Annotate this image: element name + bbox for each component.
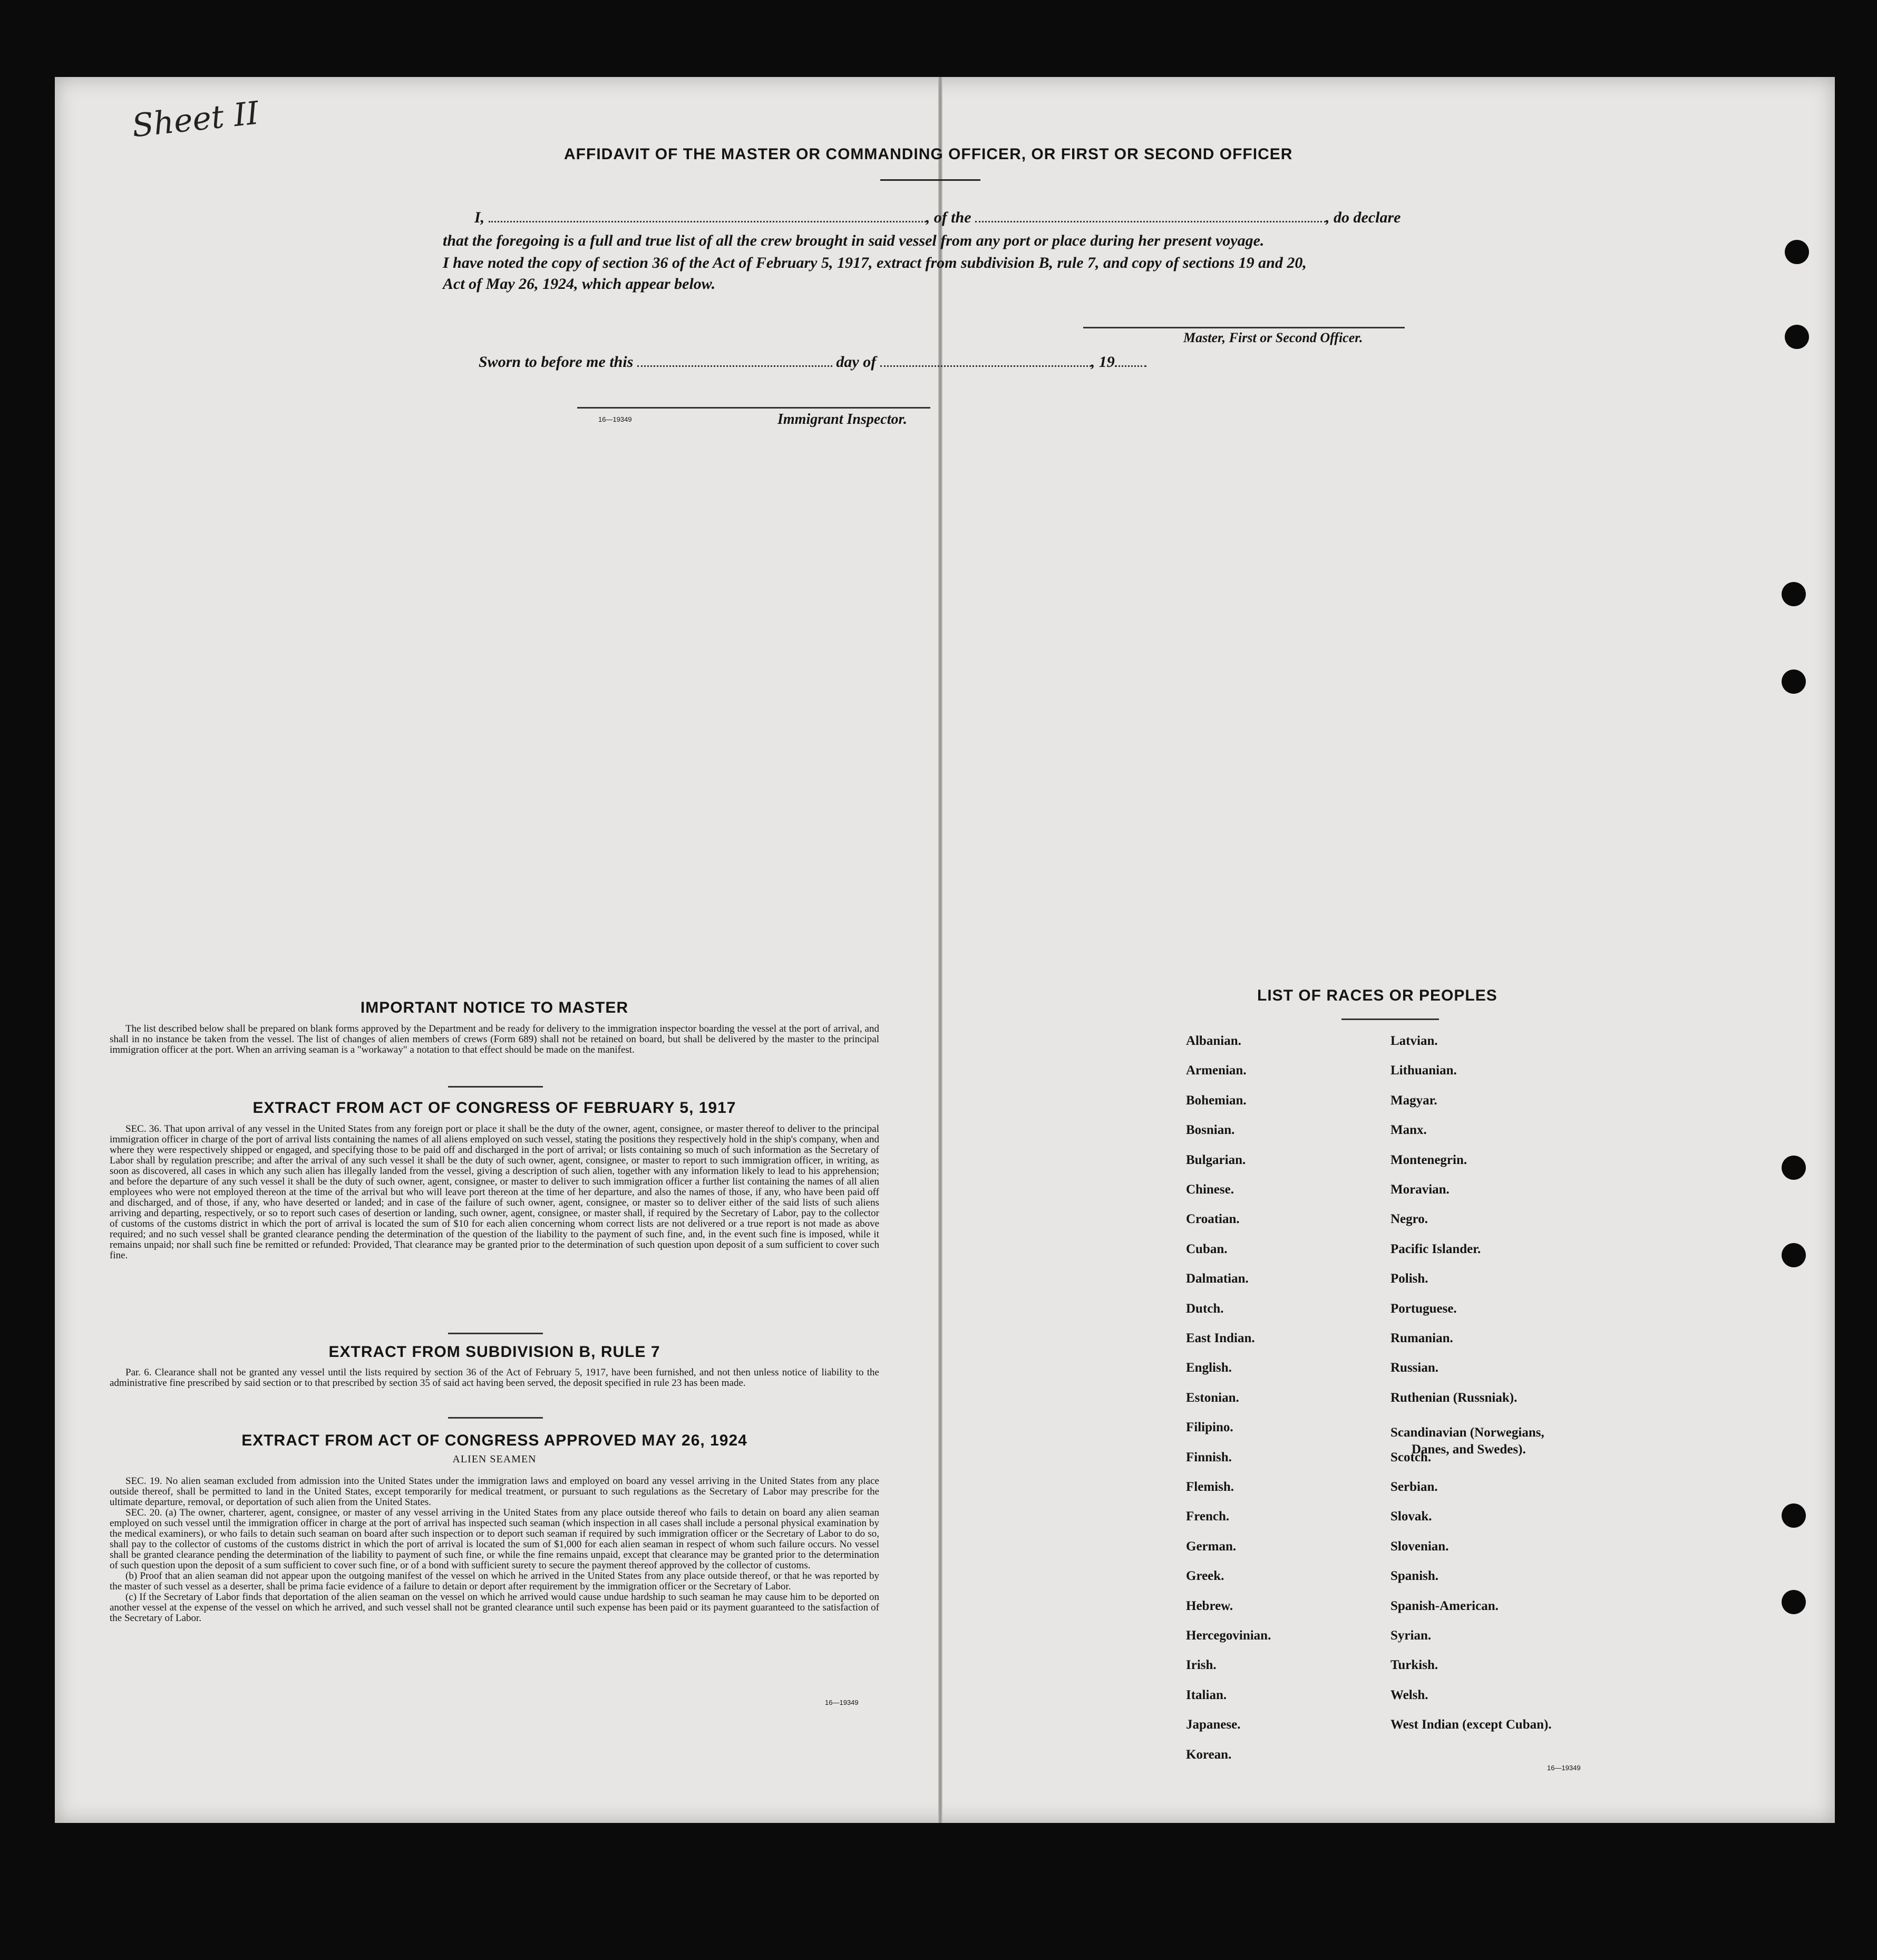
race-item: Portuguese. [1390,1302,1457,1316]
race-item: Armenian. [1186,1063,1247,1078]
race-item: Hercegovinian. [1186,1628,1271,1643]
race-item: Montenegrin. [1390,1153,1467,1167]
race-item: Russian. [1390,1361,1439,1375]
binder-hole [1782,582,1806,606]
sworn-year-blank[interactable] [1115,355,1146,367]
affidavit-line-2: that the foregoing is a full and true list of all the crew brought in said vessel from any port or place during her present voyage. [443,232,1265,249]
race-item: Cuban. [1186,1242,1228,1256]
race-item: Korean. [1186,1748,1232,1762]
binder-hole [1782,1503,1806,1528]
affidavit-of-the: , of the [926,209,971,226]
race-item: Croatian. [1186,1212,1240,1226]
race-item: Turkish. [1390,1658,1438,1672]
race-item: Spanish. [1390,1569,1439,1583]
race-item: Estonian. [1186,1391,1239,1405]
race-item: Lithuanian. [1390,1063,1457,1078]
day-of-label: day of [836,353,877,371]
race-item: Dutch. [1186,1302,1224,1316]
race-item: Greek. [1186,1569,1224,1583]
extract-1924-title: EXTRACT FROM ACT OF CONGRESS APPROVED MAY 26, 1924 [241,1432,747,1449]
race-item: Chinese. [1186,1182,1234,1197]
sworn-month-blank[interactable] [880,355,1091,367]
master-signature-label: Master, First or Second Officer. [1183,330,1363,345]
vessel-name-blank[interactable] [975,210,1326,222]
race-item: Syrian. [1390,1628,1432,1643]
race-item: French. [1186,1509,1230,1524]
master-name-blank[interactable] [489,210,926,222]
race-item: East Indian. [1186,1331,1255,1345]
alien-seamen-subtitle: ALIEN SEAMEN [452,1453,537,1465]
form-number: 16—19349 [825,1699,859,1706]
section-rule [448,1086,543,1088]
race-item: Hebrew. [1186,1599,1233,1613]
race-item: Negro. [1390,1212,1428,1226]
notice-text: The list described below shall be prepared on blank forms approved by the Department and be ready for delivery to the immigration inspector boarding the vessel at the port of arrival, and shall in no instance be taken from the vessel. The list of changes of alien members of crews (Form 689) shall not be retained on board, but shall be delivered by the master to the principal immigration officer at the port. When an arriving seaman is a "workaway" a notation to that effect should be made on the manifest. [110,1023,879,1055]
affidavit-title-rule [880,179,980,181]
race-item: Finnish. [1186,1450,1232,1464]
affidavit-line-1 [474,209,1401,227]
binder-hole [1785,240,1809,264]
race-item: Slovenian. [1390,1539,1449,1554]
extract-1917-title: EXTRACT FROM ACT OF CONGRESS OF FEBRUARY 5, 1917 [252,1099,736,1117]
affidavit-line-3: I have noted the copy of section 36 of the Act of February 5, 1917, extract from subdivision B, rule 7, and copy of sections 19 and 20, [443,254,1307,271]
race-item: Moravian. [1390,1182,1450,1197]
sworn-line [479,353,1146,371]
race-item: Albanian. [1186,1034,1241,1048]
affidavit-line-4: Act of May 26, 1924, which appear below. [443,275,716,293]
race-item: Welsh. [1390,1688,1428,1702]
inspector-label: Immigrant Inspector. [777,411,907,428]
race-item: Serbian. [1390,1480,1438,1494]
subdivision-title: EXTRACT FROM SUBDIVISION B, RULE 7 [328,1343,660,1361]
race-item: Spanish-American. [1390,1599,1499,1613]
sworn-day-blank[interactable] [637,355,832,367]
race-item: Scotch. [1390,1450,1432,1464]
master-signature-line[interactable] [1083,327,1405,328]
race-item: Ruthenian (Russniak). [1390,1391,1518,1405]
race-item: Japanese. [1186,1718,1241,1732]
year-label: , 19 [1091,353,1115,371]
race-item: Manx. [1390,1123,1427,1137]
extract-1924-text: SEC. 19. No alien seaman excluded from admission into the United States under the immigration laws and employed on board any vessel arriving in the United States from any place outside thereof, shall be permitted to land in the United States, except temporarily for medical treatment, or pursuant to such regulations as the Secretary of Labor may prescribe for the ultimate departure, removal, or deportation of such alien from the United States. SEC. 20. (a) The owner, charterer, agent, consignee, or master of any vessel arriving in the United States from any place outside thereof who fails to detain on board any alien seaman employed on such vessel until the immigration officer in charge at the port of arrival has inspected such seaman (which inspection in all cases shall include a personal physical examination by the medical examiners), or who fails to detain such seaman on board after such inspection or to deport such seaman if required by such immigration officer or the Secretary of Labor to do so, shall pay to the collector of customs of the customs district in which the port of arrival is located the sum of $1,000 for each alien seaman in respect of whom such failure occurs. No vessel shall be granted clearance pending the determination of the liability to payment of such fine, or while the fine remains unpaid, except that clearance may be granted prior to the determination of such question upon the deposit of a sum sufficient to cover such fine, or of a bond with sufficient surety to secure the payment thereof approved by the collector of customs. (b) Proof that an alien seaman did not appear upon the outgoing manifest of the vessel on which he arrived in the United States from any place outside thereof, or that he was reported by the master of such vessel as a deserter, shall be prima facie evidence of a failure to detain or deport after requirement by the immigration officer or the Secretary of Labor. (c) If the Secretary of Labor finds that deportation of the alien seaman on the vessel on which he arrived would cause undue hardship to such seaman he may cause him to be deported on another vessel at the expense of the vessel on which he arrived, and such vessel shall not be granted clearance until such expense has been paid or its payment guaranteed to the satisfaction of the Secretary of Labor. [110,1476,879,1624]
sworn-label: Sworn to before me this [479,353,634,371]
race-item: Bosnian. [1186,1123,1235,1137]
extract-1917-text: SEC. 36. That upon arrival of any vessel in the United States from any foreign port or place it shall be the duty of the owner, agent, consignee, or master thereof to deliver to the principal immigration officer in charge of the port of arrival lists containing the names of all aliens employed on such vessel, stating the positions they respectively hold in the ship's company, when and where they were respectively shipped or engaged, and specifying those to be paid off and discharged in the port of arrival; or lists containing so much of such information as the Secretary of Labor shall by regulation prescribe; and after the arrival of any such vessel it shall be the duty of such owner, agent, consignee, or master to report to such immigration officer, in writing, as soon as discovered, all cases in which any such alien has illegally landed from the vessel, giving a description of such alien, together with any information likely to lead to his apprehension; and before the departure of any such vessel it shall be the duty of such owner, agent, consignee, or master to deliver to such immigration officer a further list containing the names of all alien employees who were not employed thereon at the time of the arrival but who will leave port thereon at the time of her departure, and also the names of those, if any, who have been paid off and discharged, and of those, if any, who have deserted or landed; and in case of the failure of such owner, agent, consignee, or master so to deliver either of the said lists of such aliens arriving and departing, respectively, or so to report such cases of desertion or landing, such owner, agent, consignee, or master shall, if required by the Secretary of Labor, pay to the collector of customs of the customs district in which the port of arrival is located the sum of $10 for each alien concerning whom correct lists are not delivered or a true report is not made as above required; and no such vessel shall be granted clearance pending the determination of the question of the liability to the payment of such fine, and, in the event such fine is imposed, while it remains unpaid; nor shall such fine be remitted or refunded: Provided, That clearance may be granted prior to the determination of such question upon deposit of a sum sufficient to cover such fine. [110,1123,879,1261]
binder-hole [1782,1590,1806,1614]
affidavit-declare: , do declare [1326,209,1401,226]
races-title: LIST OF RACES OR PEOPLES [1257,987,1497,1004]
race-item: Magyar. [1390,1093,1437,1108]
race-item: West Indian (except Cuban). [1390,1718,1552,1732]
race-item: Italian. [1186,1688,1227,1702]
race-item: Bohemian. [1186,1093,1247,1108]
form-number: 16—19349 [1547,1764,1581,1772]
race-item: Latvian. [1390,1034,1438,1048]
affidavit-i: I, [474,209,485,226]
inspector-signature-line[interactable] [577,407,930,409]
race-item: Rumanian. [1390,1331,1453,1345]
binder-hole [1785,325,1809,349]
race-item: Bulgarian. [1186,1153,1246,1167]
race-item: Flemish. [1186,1480,1234,1494]
affidavit-title: AFFIDAVIT OF THE MASTER OR COMMANDING OFFICER, OR FIRST OR SECOND OFFICER [564,145,1293,163]
notice-title: IMPORTANT NOTICE TO MASTER [360,999,629,1016]
race-item: Filipino. [1186,1420,1233,1434]
section-rule [448,1417,543,1419]
form-number: 16—19349 [598,415,632,423]
races-title-rule [1341,1018,1439,1020]
binder-hole [1782,1243,1806,1267]
race-item: Polish. [1390,1272,1428,1286]
race-item: English. [1186,1361,1232,1375]
race-item: Slovak. [1390,1509,1432,1524]
race-item: Pacific Islander. [1390,1242,1481,1256]
race-item: Danes, and Swedes). [1412,1442,1526,1457]
race-item: Dalmatian. [1186,1272,1249,1286]
race-item: Scandinavian (Norwegians, [1390,1425,1544,1440]
binder-hole [1782,669,1806,694]
handwritten-sheet-note: Sheet II [130,94,261,145]
section-rule [448,1333,543,1334]
subdivision-text: Par. 6. Clearance shall not be granted any vessel until the lists required by section 36 of the Act of February 5, 1917, have been furnished, and not then unless notice of liability to the administrative fine prescribed by said section or to that prescribed by section 35 of said act having been served, the deposit specified in rule 23 has been made. [110,1367,879,1389]
race-item: German. [1186,1539,1237,1554]
race-item: Irish. [1186,1658,1217,1672]
page-fold [938,77,942,1823]
binder-hole [1782,1156,1806,1180]
